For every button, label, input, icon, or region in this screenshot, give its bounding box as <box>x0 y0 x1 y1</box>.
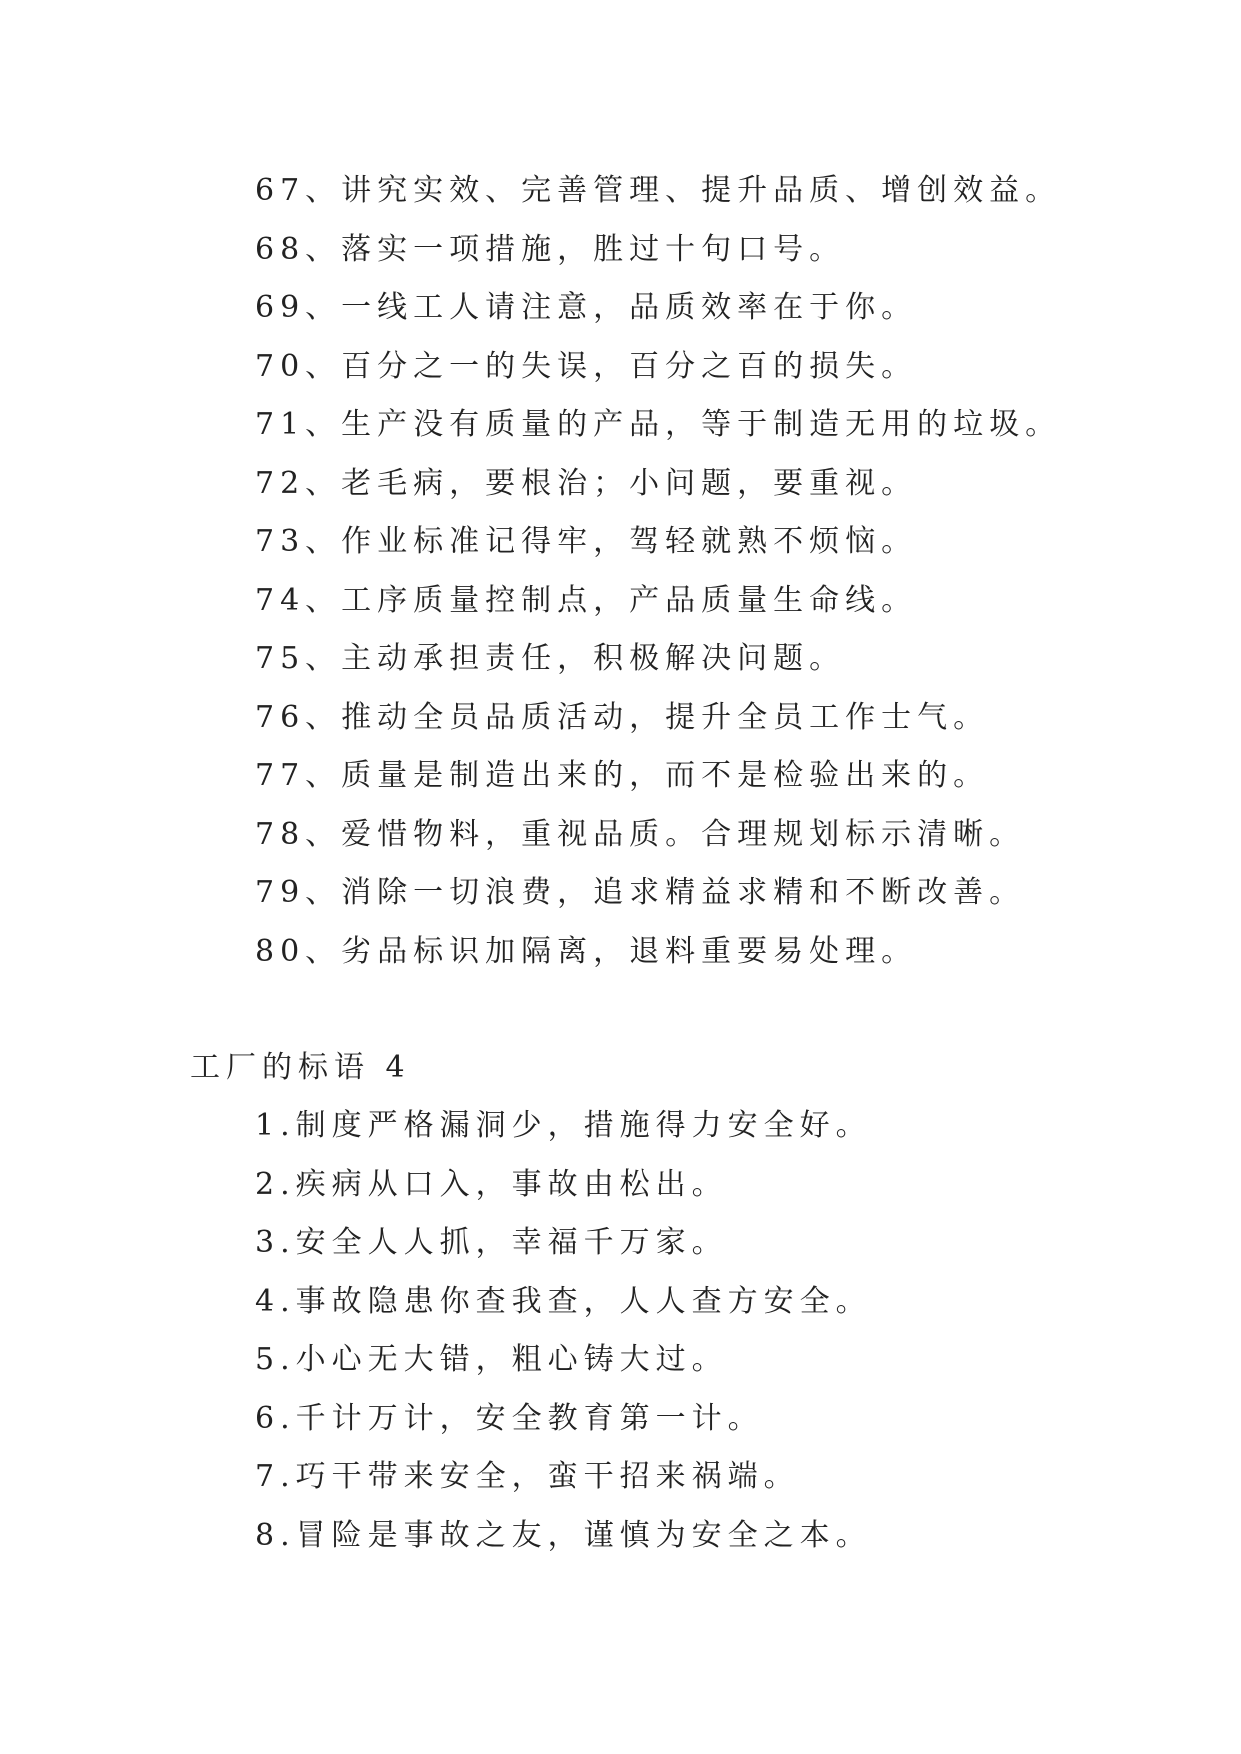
list-item: 75、主动承担责任，积极解决问题。 <box>255 641 846 676</box>
list-item: 77、质量是制造出来的，而不是检验出来的。 <box>255 758 990 793</box>
list-item: 67、讲究实效、完善管理、提升品质、增创效益。 <box>255 173 1062 208</box>
list-item: 74、工序质量控制点，产品质量生命线。 <box>255 582 918 618</box>
list-item: 6.千计万计，安全教育第一计。 <box>255 1400 764 1436</box>
list-item: 71、生产没有质量的产品，等于制造无用的垃圾。 <box>255 407 1062 442</box>
list-item: 2.疾病从口入，事故由松出。 <box>255 1166 728 1202</box>
list-item: 70、百分之一的失误，百分之百的损失。 <box>255 348 918 384</box>
list-item: 79、消除一切浪费，追求精益求精和不断改善。 <box>255 875 1026 910</box>
list-item: 72、老毛病，要根治；小问题，要重视。 <box>255 465 918 501</box>
list-item: 3.安全人人抓，幸福千万家。 <box>255 1225 728 1260</box>
list-item: 5.小心无大错，粗心铸大过。 <box>255 1342 728 1377</box>
list-item: 78、爱惜物料，重视品质。合理规划标示清晰。 <box>255 816 1026 852</box>
list-item: 4.事故隐患你查我查，人人查方安全。 <box>255 1283 872 1319</box>
slogan-list-continued <box>255 162 1155 981</box>
list-item: 8.冒险是事故之友，谨慎为安全之本。 <box>255 1517 872 1553</box>
list-item: 69、一线工人请注意，品质效率在于你。 <box>255 290 918 325</box>
list-item: 68、落实一项措施，胜过十句口号。 <box>255 231 846 267</box>
safety-slogan-list <box>255 1097 1155 1565</box>
list-item: 80、劣品标识加隔离，退料重要易处理。 <box>255 933 918 969</box>
section-heading: 工厂的标语 4 <box>190 1050 411 1085</box>
list-item: 76、推动全员品质活动，提升全员工作士气。 <box>255 699 990 735</box>
list-item: 1.制度严格漏洞少，措施得力安全好。 <box>255 1108 872 1143</box>
list-item: 73、作业标准记得牢，驾轻就熟不烦恼。 <box>255 524 918 559</box>
list-item: 7.巧干带来安全，蛮干招来祸端。 <box>255 1459 800 1494</box>
